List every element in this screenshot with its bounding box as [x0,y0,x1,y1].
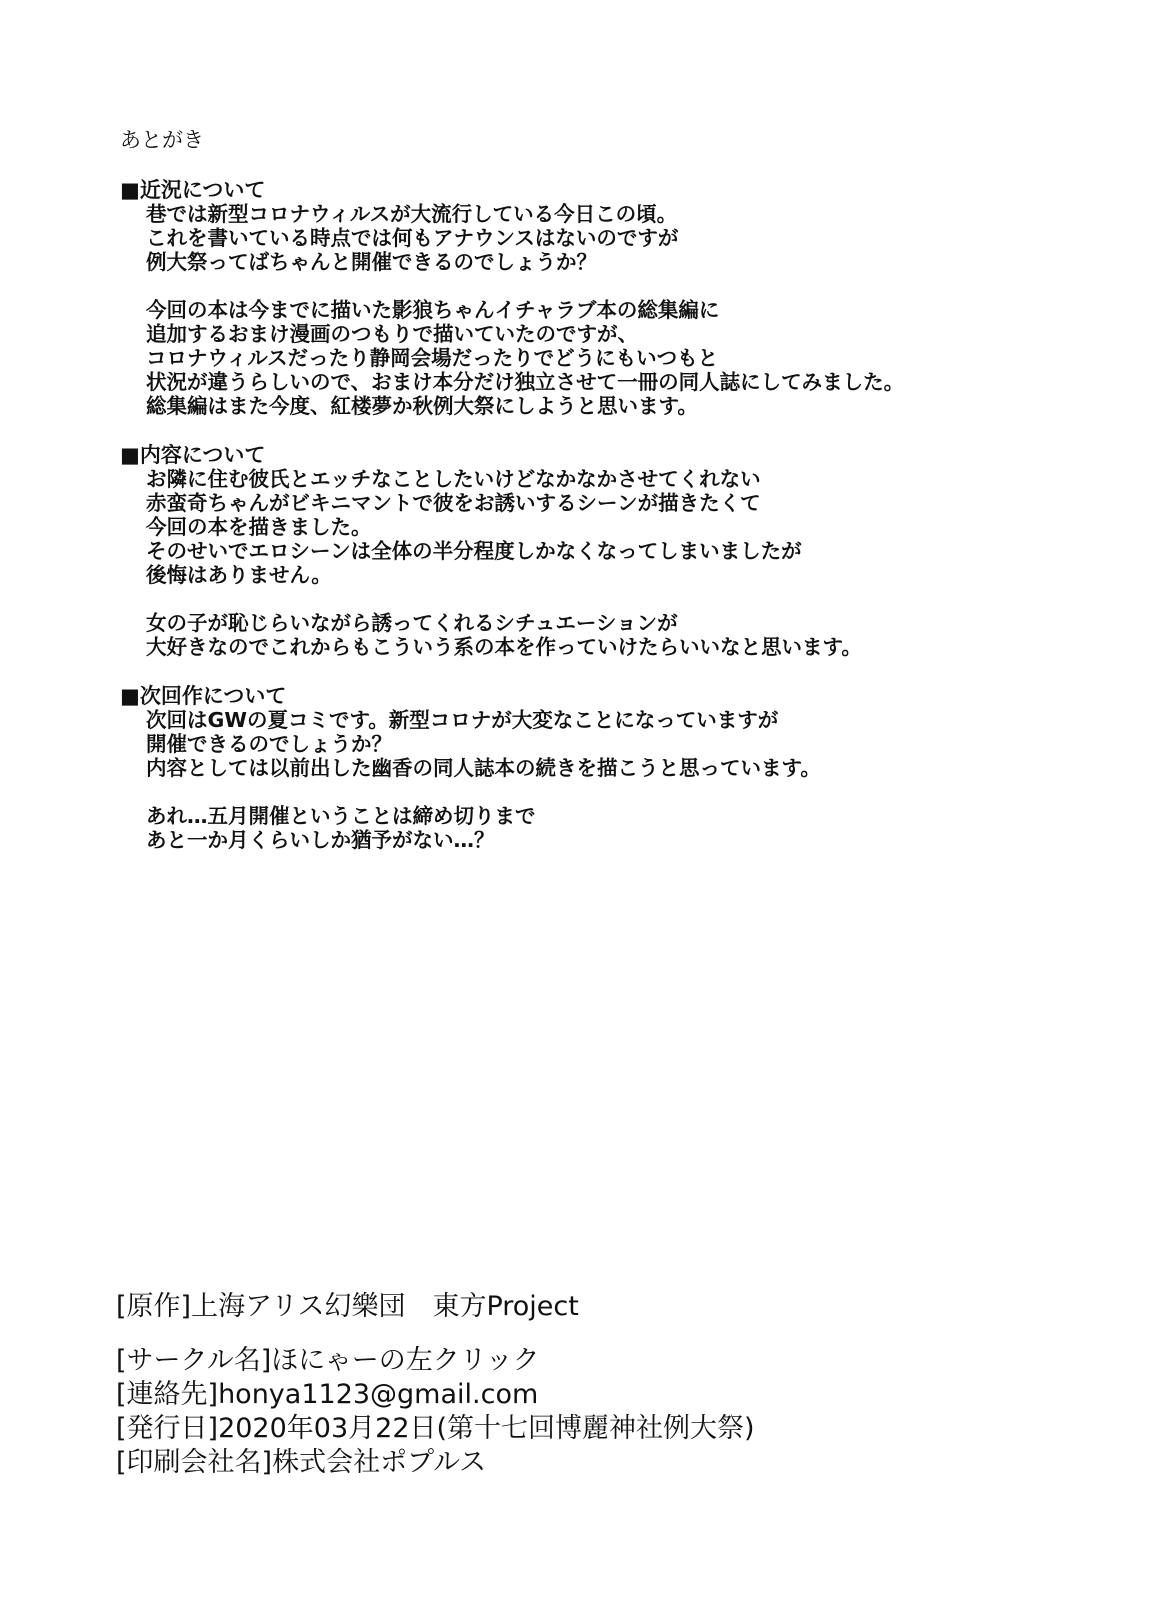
paragraph [146,708,1100,780]
colophon-spacer [116,1324,1016,1344]
text-line: 女の子が恥じらいながら誘ってくれるシチュエーションが [146,611,678,635]
text-line: お隣に住む彼氏とエッチなことしたいけどなかなかさせてくれない [146,467,761,491]
section-heading: ■内容について [120,443,266,467]
paragraph [146,467,1100,587]
text-line: 今回の本は今までに描いた影狼ちゃんイチャラブ本の総集編に [146,298,720,322]
text-line: 大好きなのでこれからもこういう系の本を作っていけたらいいなと思います。 [146,635,862,659]
text-line: あと一か月くらいしか猶予がない…？ [146,828,495,852]
section-recent-news [120,178,1100,418]
text-line: 今回の本を描きました。 [146,515,372,539]
contact-email: [連絡先]honya1123@gmail.com [116,1379,539,1410]
text-line: そのせいでエロシーンは全体の半分程度しかなくなってしまいましたが [146,539,802,563]
afterword-title: あとがき [120,128,204,152]
printer-name: [印刷会社名]株式会社ポプルス [116,1447,487,1478]
text-line: 赤蛮奇ちゃんがビキニマントで彼をお誘いするシーンが描きたくて [146,491,761,515]
section-contents [120,443,1100,659]
paragraph [146,611,1100,659]
paragraph [146,804,1100,852]
publish-date: [発行日]2020年03月22日(第十七回博麗神社例大祭) [116,1413,755,1444]
paragraph [146,202,1100,274]
text-line: 例大祭ってばちゃんと開催できるのでしょうか？ [146,250,597,274]
text-line: 追加するおまけ漫画のつもりで描いていたのですが、 [146,322,638,346]
text-line: これを書いている時点では何もアナウンスはないのですが [146,226,679,250]
text-line: 状況が違うらしいので、おまけ本分だけ独立させて一冊の同人誌にしてみました。 [146,370,905,394]
text-line: 内容としては以前出した幽香の同人誌本の続きを描こうと思っています。 [146,756,821,780]
text-line: コロナウィルスだったり静岡会場だったりでどうにもいつもと [146,346,719,370]
afterword [120,128,1100,877]
text-line: 開催できるのでしょうか？ [146,732,392,756]
section-heading: ■次回作について [120,684,287,708]
section-heading: ■近況について [120,178,266,202]
text-line: 巷では新型コロナウィルスが大流行している今日この頃。 [146,202,678,226]
colophon [116,1290,1016,1480]
original-work: [原作]上海アリス幻樂団 東方Project [116,1291,579,1322]
text-line: 次回はGWの夏コミです。新型コロナが大変なことになっていますが [146,708,779,732]
text-line: 後悔はありません。 [146,563,332,587]
text-line: あれ…五月開催ということは締め切りまで [146,804,536,828]
text-line: 総集編はまた今度、紅楼夢か秋例大祭にしようと思います。 [146,394,698,418]
section-next-work [120,684,1100,852]
circle-name: [サークル名]ほにゃーの左クリック [116,1345,540,1376]
paragraph [146,298,1100,418]
